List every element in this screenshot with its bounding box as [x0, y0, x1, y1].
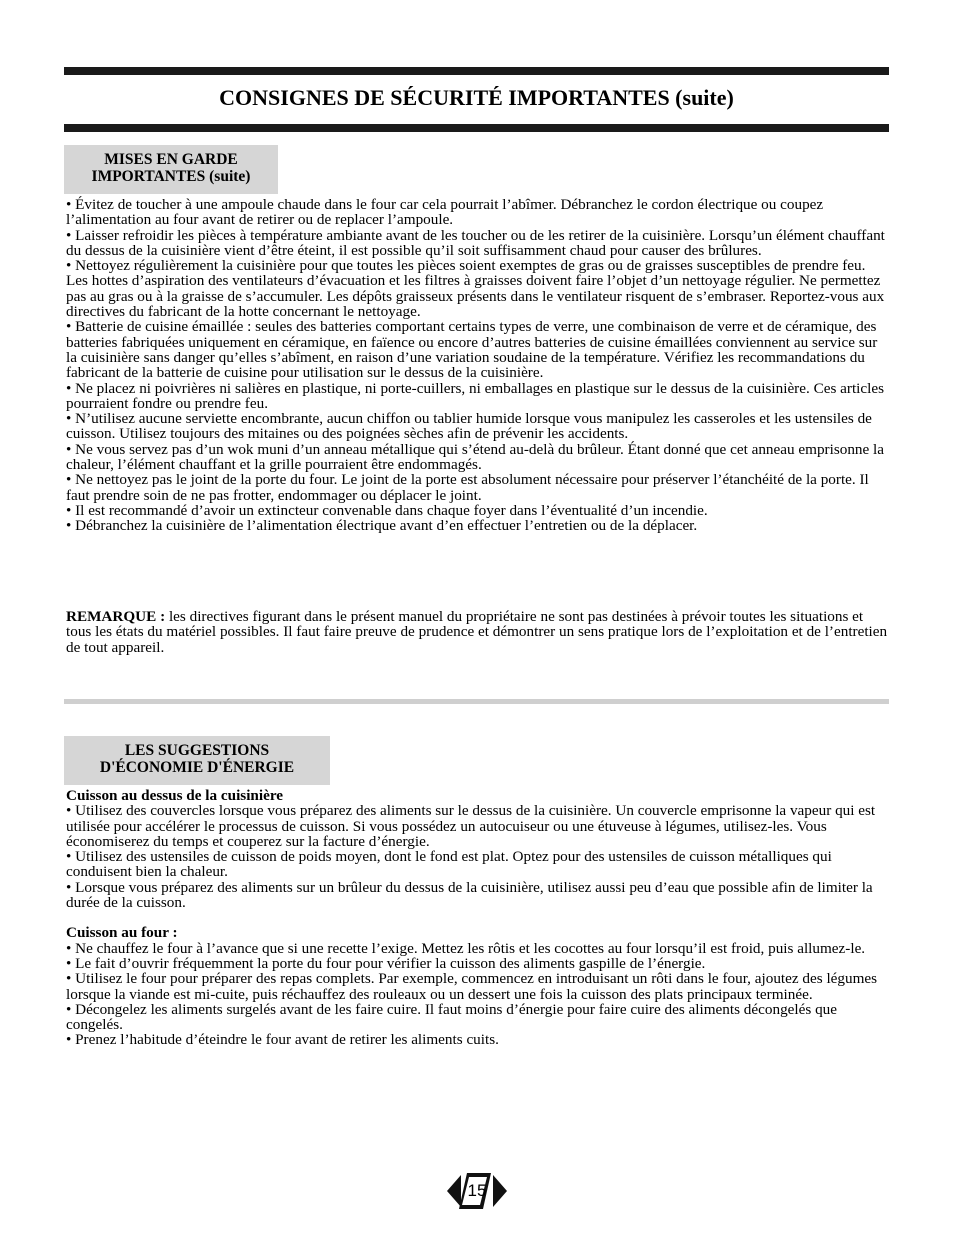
list-item: • Ne nettoyez pas le joint de la porte du four. Le joint de la porte est absolument nécessaire pour préserver l’étanchéité de la porte. Il faut prendre soin de ne pas frotter, endommager ou déplacer le joint. — [66, 471, 869, 504]
subheading-stovetop: Cuisson au dessus de la cuisinière — [66, 787, 284, 804]
list-item: • Nettoyez régulièrement la cuisinière pour que toutes les pièces soient exemptes de gras ou de graisses susceptibles de prendre feu. Les hottes d’aspiration des ventilateurs d’évacuation et les filtres à graisses doivent faire l’objet d’un nettoyage régulier. Ne permettez pas au gras ou à la graisse de s’accumuler. Les dépôts graisseux présents dans le ventilateur risquent de s’embraser. Reportez-vous aux directives du fabricant de la hotte concernant le nettoyage. — [66, 257, 885, 321]
badge-line: LES SUGGESTIONS — [124, 742, 270, 759]
warnings-list — [66, 197, 891, 534]
list-item: • Utilisez des ustensiles de cuisson de poids moyen, dont le fond est plat. Optez pour des ustensiles de cuisson métalliques qui conduisent bien la chaleur. — [66, 848, 832, 881]
remark-paragraph — [66, 609, 891, 655]
header-rule-bottom — [64, 124, 889, 132]
badge-line: IMPORTANTES (suite) — [91, 168, 251, 185]
list-item: • Utilisez des couvercles lorsque vous préparez des aliments sur le dessus de la cuisinière. Un couvercle emprisonne la vapeur qui est utilisée pour accélérer le processus de cuisson. Si vous possédez un autocuiseur ou une étuveuse à légumes, utilisez-les. Vous économiserez du temps et couperez sur la facture d’énergie. — [66, 802, 876, 850]
badge-line: D'ÉCONOMIE D'ÉNERGIE — [99, 759, 295, 776]
list-item: • Lorsque vous préparez des aliments sur un brûleur du dessus de la cuisinière, utilisez aussi peu d’eau que possible afin de limiter la durée de la cuisson. — [66, 878, 873, 912]
list-item: • Débranchez la cuisinière de l’alimentation électrique avant d’en effectuer l’entretien ou de la déplacer. — [66, 517, 698, 535]
list-item: • Ne placez ni poivrières ni salières en plastique, ni porte-cuillers, ni emballages en plastique sur le dessus de la cuisinière. Ces articles pourraient fondre ou prendre feu. — [66, 379, 885, 412]
header-rule-top — [64, 67, 889, 75]
page-title: CONSIGNES DE SÉCURITÉ IMPORTANTES (suite) — [219, 85, 734, 110]
section-divider — [64, 699, 889, 704]
list-item: • Laisser refroidir les pièces à température ambiante avant de les toucher ou de les retirer de la cuisinière. Lorsqu’un élément chauffant du dessus de la cuisinière vient d’être éteint, il est possible qu’il soit suffisamment chaud pour causer des brûlures. — [66, 226, 885, 259]
remark-label: REMARQUE : — [66, 608, 166, 625]
remark-text: les directives figurant dans le présent manuel du propriétaire ne sont pas destinées à prévoir toutes les situations et tous les états du matériel possibles. Il faut faire preuve de prudence et démontrer un sens pratique lors de l’exploitation et de l’entretien de tout appareil. — [66, 608, 888, 656]
list-item: • Le fait d’ouvrir fréquemment la porte du four pour vérifier la cuisson des aliments gaspille de l’énergie. — [66, 954, 706, 972]
list-item: • N’utilisez aucune serviette encombrante, aucun chiffon ou tablier humide lorsque vous manipulez les casseroles et les ustensiles de cuisson. Utilisez toujours des mitaines ou des poignées sèches afin de prévenir les accidents. — [66, 410, 872, 443]
list-item: • Prenez l’habitude d’éteindre le four avant de retirer les aliments cuits. — [66, 1031, 499, 1049]
badge-line: MISES EN GARDE — [104, 151, 238, 168]
section-badge-energy — [64, 736, 330, 785]
subheading-oven: Cuisson au four : — [66, 924, 178, 942]
list-item: • Décongelez les aliments surgelés avant de les faire cuire. Il faut moins d’énergie pour faire cuire des aliments décongelés que congelés. — [66, 1000, 838, 1034]
spacer — [66, 910, 891, 925]
list-item: • Évitez de toucher à une ampoule chaude dans le four car cela pourrait l’abîmer. Débranchez le cordon électrique ou coupez l’alimentation au four avant de retirer ou de replacer l’ampoule. — [66, 196, 824, 229]
list-item: • Batterie de cuisine émaillée : seules des batteries comportant certains types de verre, une combinaison de verre et de céramique, des batteries fabriquées uniquement en céramique, en faïence ou encore d’autres batteries de cuisine émaillées conviennent au service sur la cuisinière sans danger qu’elles s’abîment, en raison d’une variation soudaine de la température. Vérifiez les recommandations du fabricant de la batterie de cuisine pour utilisation sur le dessus de la cuisinière. — [66, 318, 878, 382]
list-item: • Ne vous servez pas d’un wok muni d’un anneau métallique qui s’étend au-delà du brûleur. Étant donné que cet anneau emprisonne la chaleur, l’élément chauffant et la grille pourraient être endommagés. — [66, 440, 885, 474]
page-number: 15 — [467, 1181, 487, 1200]
list-item: • Utilisez le four pour préparer des repas complets. Par exemple, commencez en introduisant un rôti dans le four, ajoutez des légumes lorsque la viande est mi-cuite, puis réchauffez des rouleaux ou un dessert une fois la cuisson des plats principaux terminée. — [66, 970, 878, 1003]
section-badge-warnings — [64, 145, 278, 194]
energy-tips — [66, 788, 891, 1048]
list-item: • Il est recommandé d’avoir un extincteur convenable dans chaque foyer dans l’éventualité d’un incendie. — [66, 501, 708, 519]
list-item: • Ne chauffez le four à l’avance que si une recette l’exige. Mettez les rôtis et les cocottes au four lorsqu’il est froid, puis allumez-le. — [66, 939, 866, 957]
